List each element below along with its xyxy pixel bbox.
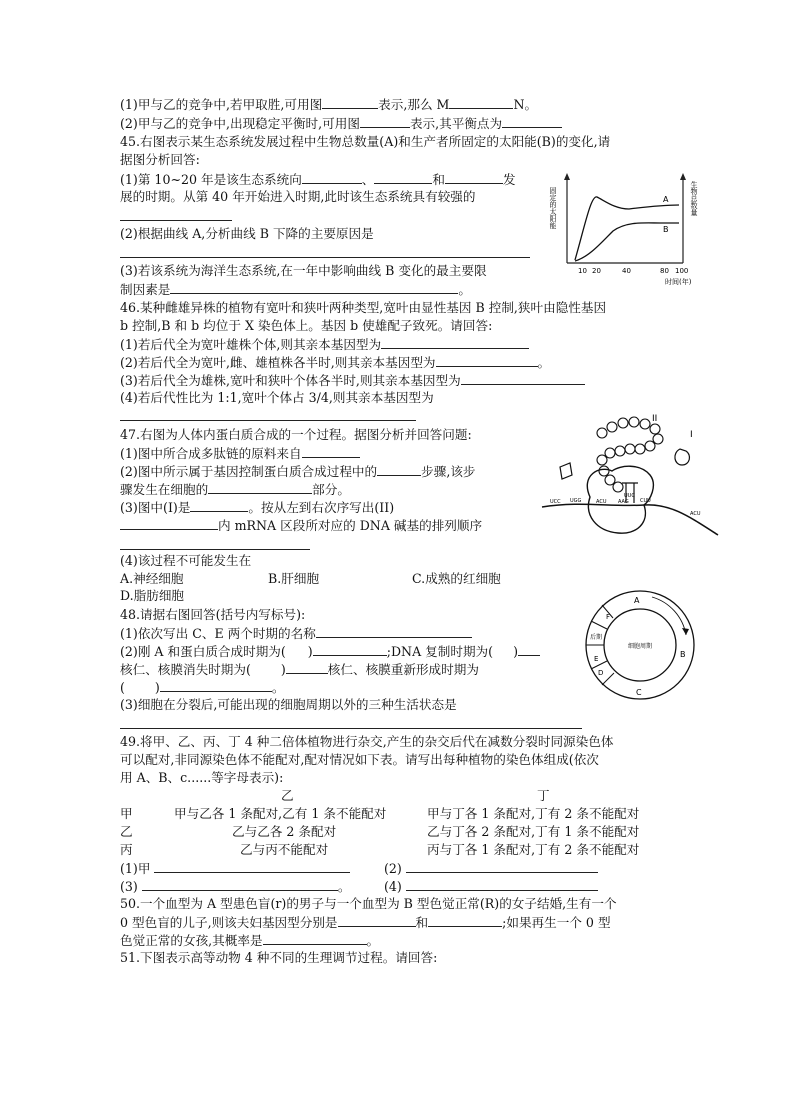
q50-line1: 50.一个血型为 A 型患色盲(r)的男子与一个血型为 B 型色觉正常(R)的女子结婚,生有一个: [120, 896, 617, 911]
q45-line4: 展的时期。从第 40 年开始进入时期,此时该生态系统具有较强的: [120, 189, 476, 204]
answer-blank[interactable]: [374, 171, 432, 184]
q49-answer-3: (3) 。: [120, 879, 351, 894]
phase-C: C: [636, 688, 642, 697]
anticodon-label: UUC: [624, 493, 635, 499]
q47-blank-line: [120, 537, 310, 554]
answer-blank[interactable]: [436, 354, 538, 367]
table-row-head: 乙: [120, 824, 133, 839]
q44-line1: (1)甲与乙的竞争中,若甲取胜,可用图 表示,那么 M N。: [120, 97, 538, 112]
answer-blank[interactable]: [428, 914, 502, 927]
x-tick: 80: [660, 267, 669, 275]
answer-blank[interactable]: [190, 499, 248, 512]
answer-blank[interactable]: [381, 336, 529, 349]
curve-a-label: A: [663, 195, 669, 204]
answer-blank[interactable]: [120, 716, 582, 729]
x-tick: 20: [592, 267, 601, 275]
answer-blank[interactable]: [445, 171, 503, 184]
table-cell: 甲与丁各 1 条配对,丁有 2 条不能配对: [427, 806, 640, 821]
answer-blank[interactable]: [170, 281, 458, 294]
q45-line7: 制因素是 。: [120, 282, 471, 297]
answer-blank[interactable]: [120, 517, 218, 530]
q49-answer-4: (4): [384, 878, 598, 895]
answer-blank[interactable]: [360, 115, 410, 128]
answer-blank[interactable]: [406, 878, 598, 891]
q45-line2: 据图分析回答:: [120, 152, 200, 167]
q47-line5: (3)图中(I)是 。按从左到右次序写出(II): [120, 500, 395, 515]
table-cell: 乙与丙不能配对: [240, 842, 329, 857]
phase-D: D: [598, 669, 604, 677]
x-axis-label: 时间(年): [665, 278, 692, 286]
q50-line3: 色觉正常的女孩,其概率是 。: [120, 933, 380, 948]
answer-blank[interactable]: [338, 914, 416, 927]
q46-line3: (1)若后代全为宽叶雄株个体,则其亲本基因型为: [120, 336, 529, 353]
q46-line4: (2)若后代全为宽叶,雌、雄植株各半时,则其亲本基因型为 。: [120, 355, 551, 370]
q48-line1: 48.请据右图回答(括号内写标号):: [120, 607, 306, 622]
q51-line1: 51.下图表示高等动物 4 种不同的生理调节过程。请回答:: [120, 950, 438, 965]
q47-line1: 47.右图为人体内蛋白质合成的一个过程。据图分析并回答问题:: [120, 427, 472, 442]
q47-line6: 内 mRNA 区段所对应的 DNA 碱基的排列顺序: [120, 517, 482, 534]
x-tick: 40: [622, 267, 631, 275]
answer-blank[interactable]: [142, 878, 338, 891]
q47-translation-figure: [540, 405, 720, 545]
center-label: 细胞周期: [628, 643, 653, 650]
codon: UCC: [550, 499, 561, 505]
q46-line2: b 控制,B 和 b 均位于 X 染色体上。基因 b 使雄配子致死。请回答:: [120, 318, 493, 333]
q47-line2: (1)图中所合成多肽链的原料来自: [120, 445, 360, 462]
option-c[interactable]: C.成熟的红细胞: [412, 571, 501, 586]
q49-line2: 可以配对,非同源染色体不能配对,配对情况如下表。请写出每种植物的染色体组成(依次: [120, 752, 599, 767]
phase-E: E: [594, 655, 599, 663]
q47-line7: (4)该过程不可能发生在: [120, 553, 252, 568]
q47-line4: 骤发生在细胞的 部分。: [120, 482, 350, 497]
option-a[interactable]: A.神经细胞: [120, 571, 184, 586]
q49-answer-2: (2): [384, 860, 598, 877]
q45-blank-line: [120, 245, 530, 262]
q49-answer-1: (1)甲: [120, 860, 350, 877]
q47-line3: (2)图中所示属于基因控制蛋白质合成过程中的 步骤,该步: [120, 464, 476, 479]
q48-line3: (2)刚 A 和蛋白质合成时期为( ) ;DNA 复制时期为( ): [120, 643, 540, 660]
answer-blank[interactable]: [286, 661, 328, 674]
table-cell: 甲与乙各 1 条配对,乙有 1 条不能配对: [174, 806, 387, 821]
x-tick: 100: [675, 267, 689, 275]
q46-line1: 46.某种雌雄异株的植物有宽叶和狭叶两种类型,宽叶由显性基因 B 控制,狭叶由隐性基因: [120, 300, 607, 315]
table-header-col1: 乙: [281, 788, 294, 803]
phase-A: A: [634, 596, 640, 605]
table-header-col2: 丁: [537, 788, 550, 803]
answer-blank[interactable]: [502, 115, 562, 128]
answer-blank[interactable]: [302, 171, 362, 184]
q49-line1: 49.将甲、乙、丙、丁 4 种二倍体植物进行杂交,产生的杂交后代在减数分裂时同源染色体: [120, 734, 614, 749]
x-tick: 10: [578, 267, 587, 275]
label-I: I: [690, 430, 693, 440]
answer-blank[interactable]: [154, 860, 350, 873]
codon: ACU: [596, 499, 607, 505]
table-row-head: 丙: [120, 842, 133, 857]
answer-blank[interactable]: [263, 932, 367, 945]
option-b[interactable]: B.肝细胞: [268, 571, 320, 586]
q45-chart: [545, 165, 705, 290]
q45-line5: (2)根据曲线 A,分析曲线 B 下降的主要原因是: [120, 226, 374, 241]
codon: AAG: [618, 499, 629, 505]
answer-blank[interactable]: [120, 408, 416, 421]
answer-blank[interactable]: [316, 625, 472, 638]
q48-cell-cycle-figure: [580, 585, 700, 705]
answer-blank[interactable]: [120, 245, 530, 258]
table-row-head: 甲: [120, 806, 133, 821]
q45-line1: 45.右图表示某生态系统发展过程中生物总数量(A)和生产者所固定的太阳能(B)的变化,请: [120, 134, 611, 149]
q49-line3: 用 A、B、c......等字母表示):: [120, 770, 284, 785]
phase-F: F: [606, 613, 611, 621]
q50-line2: 0 型色盲的儿子,则该夫妇基因型分别是 和 ;如果再生一个 0 型: [120, 915, 611, 930]
y-axis-label-left: 固定的太阳能: [549, 187, 557, 229]
table-cell: 乙与乙各 2 条配对: [232, 824, 337, 839]
table-cell: 乙与丁各 2 条配对,丁有 1 条不能配对: [427, 824, 640, 839]
answer-blank[interactable]: [461, 372, 585, 385]
answer-blank[interactable]: [302, 445, 360, 458]
q45-line6: (3)若该系统为海洋生态系统,在一年中影响曲线 B 变化的最主要限: [120, 263, 487, 278]
answer-blank[interactable]: [322, 96, 378, 109]
answer-blank[interactable]: [377, 463, 421, 476]
q48-line6: (3)细胞在分裂后,可能出现的细胞周期以外的三种生活状态是: [120, 697, 457, 712]
answer-blank[interactable]: [120, 537, 310, 550]
label-II: II: [652, 414, 658, 424]
codon: CUU: [640, 498, 651, 504]
phase-B: B: [680, 650, 686, 659]
codon: UGG: [570, 498, 582, 504]
q48-line5: ( ) 。: [120, 680, 285, 695]
option-d[interactable]: D.脂肪细胞: [120, 588, 185, 603]
q48-blank-line: [120, 716, 582, 733]
answer-blank[interactable]: [406, 860, 598, 873]
answer-blank[interactable]: [518, 643, 540, 656]
answer-blank[interactable]: [160, 679, 272, 692]
codon: ACU: [690, 511, 701, 517]
answer-blank[interactable]: [120, 208, 232, 221]
curve-b-label: B: [663, 225, 669, 234]
q44-line2: (2)甲与乙的竞争中,出现稳定平衡时,可用图 表示,其平衡点为: [120, 115, 562, 132]
q48-line2: (1)依次写出 C、E 两个时期的名称: [120, 625, 472, 642]
answer-blank[interactable]: [449, 96, 513, 109]
q45-line3: (1)第 10~20 年是该生态系统向 、 和 发: [120, 172, 516, 187]
q48-line4: 核仁、核膜消失时期为( ) 核仁、核膜重新形成时期为: [120, 662, 479, 677]
q45-blank-line: [120, 208, 232, 225]
answer-blank[interactable]: [313, 643, 387, 656]
q46-line6: (4)若后代性比为 1:1,宽叶个体占 3/4,则其亲本基因型为: [120, 390, 434, 405]
q46-line5: (3)若后代全为雄株,宽叶和狭叶个体各半时,则其亲本基因型为: [120, 372, 585, 389]
phase-label: 后期: [590, 634, 603, 641]
answer-blank[interactable]: [208, 481, 312, 494]
y-axis-label-right: 生物总数量: [690, 181, 698, 216]
q46-blank-line: [120, 408, 416, 425]
table-cell: 丙与丁各 1 条配对,丁有 2 条不能配对: [427, 842, 640, 857]
